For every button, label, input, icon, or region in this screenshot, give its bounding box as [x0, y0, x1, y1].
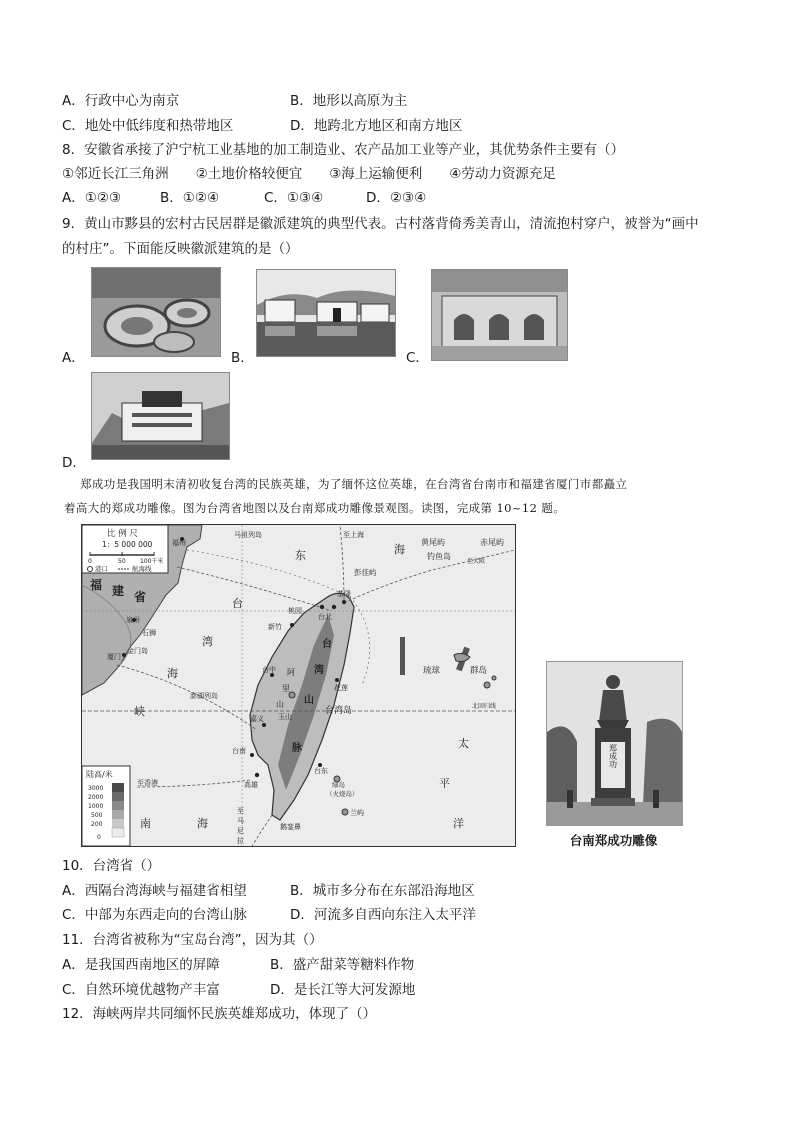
- q8-stem: 8．安徽省承接了沪宁杭工业基地的加工制造业、农产品加工业等产业，其优势条件主要有（）: [62, 142, 625, 158]
- label-yang: 洋: [453, 817, 464, 830]
- q10-stem: 10．台湾省（）: [62, 858, 161, 874]
- passage-line2: 着高大的郑成功雕像。图为台湾省地图以及台南郑成功雕像景观图。读图，完成第 10~12 题。: [64, 501, 566, 515]
- label-mt-4: 脉: [292, 743, 302, 754]
- label-gaoxiong: 高雄: [244, 781, 258, 789]
- label-fuzhou: 福州: [172, 539, 186, 547]
- label-taoyuan: 桃园: [288, 607, 302, 615]
- label-hai: 海: [394, 543, 405, 556]
- q8-option-c: C．①③④: [264, 190, 324, 206]
- label-mt-2: 湾: [314, 665, 324, 676]
- label-to-osaka: 至大阪: [467, 558, 486, 565]
- label-lanyu: 兰屿: [350, 809, 364, 817]
- label-to-manila-1: 至: [237, 807, 244, 815]
- elevation-title: 陆高/米: [86, 770, 113, 779]
- label-tainan: 台南: [232, 747, 246, 755]
- elev-1000: 1000: [88, 803, 104, 810]
- legend-route: 航海线: [132, 565, 152, 573]
- photo-yaodong: [431, 269, 568, 361]
- label-qundao: 群岛: [470, 666, 488, 676]
- label-taizhong: 台中: [262, 666, 276, 674]
- photo-potala: [91, 372, 230, 460]
- q11-option-a: A．是我国西南地区的屏障: [62, 957, 220, 973]
- q11-option-c: C．自然环境优越物产丰富: [62, 982, 220, 998]
- label-ali-3: 山: [276, 700, 284, 709]
- q9-stem-line1: 9．黄山市黟县的宏村古民居群是徽派建筑的典型代表。古村落背倚秀美青山，清流抱村穿户，被誉为“画中: [62, 216, 699, 232]
- label-to-manila-2: 马: [237, 817, 244, 825]
- label-taibei: 台北: [318, 613, 332, 621]
- label-tai: 台: [232, 597, 243, 610]
- label-fujian-3: 省: [134, 590, 147, 604]
- label-diaoyudao: 钓鱼岛: [427, 552, 451, 561]
- label-penghu: 澎湖列岛: [190, 692, 218, 700]
- scale-tick-0: 0: [88, 558, 92, 565]
- passage-line1: 郑成功是我国明末清初收复台湾的民族英雄，为了缅怀这位英雄，在台湾省台南市和福建省厦门市都矗立: [80, 477, 628, 491]
- scale-ratio: 1：5 000 000: [102, 540, 153, 549]
- statue-photo: [546, 661, 683, 826]
- photo-tulou: [91, 267, 221, 357]
- label-wan: 湾: [202, 635, 213, 648]
- label-xinzhu: 新竹: [268, 623, 282, 631]
- q7-option-a: A．行政中心为南京: [62, 93, 180, 109]
- q10-option-d: D．河流多自西向东注入太平洋: [290, 907, 476, 923]
- label-jilong: 基隆: [337, 590, 351, 598]
- label-dong: 东: [295, 549, 306, 562]
- photo-huizhou: [256, 269, 396, 357]
- label-mazu: 马祖列岛: [234, 531, 262, 539]
- q11-option-d: D．是长江等大河发源地: [270, 982, 416, 998]
- statue-caption: 台南郑成功雕像: [569, 833, 658, 848]
- label-to-manila-4: 拉: [237, 837, 244, 845]
- elev-2000: 2000: [88, 794, 104, 801]
- label-nan: 南: [140, 817, 151, 830]
- q11-option-b: B．盛产甜菜等糖料作物: [270, 957, 415, 973]
- q12-stem: 12．海峡两岸共同缅怀民族英雄郑成功，体现了（）: [62, 1006, 377, 1022]
- q9-label-a: A．: [62, 350, 85, 366]
- label-to-manila-3: 尼: [237, 827, 244, 835]
- q10-option-b: B．城市多分布在东部沿海地区: [290, 883, 475, 899]
- label-pengjiayu: 彭佳屿: [354, 568, 377, 577]
- label-to-shanghai: 至上海: [343, 531, 364, 539]
- label-yushan: 玉山: [278, 713, 292, 721]
- q8-option-d: D．②③④: [366, 190, 427, 206]
- q8-items: ①邻近长江三角洲 ②土地价格较便宜 ③海上运输便利 ④劳动力资源充足: [62, 166, 556, 182]
- label-xiamen: 厦门: [107, 653, 121, 661]
- label-haixia-1: 海: [167, 667, 178, 680]
- label-jiayi: 嘉义: [250, 715, 264, 723]
- label-lvdao-2: （火烧岛）: [326, 790, 359, 798]
- label-ali-2: 里: [282, 684, 290, 693]
- q9-label-c: C．: [406, 350, 429, 366]
- label-eluanbi: 鹅銮鼻: [280, 823, 301, 831]
- label-ping: 平: [439, 777, 450, 790]
- label-tai-pacific: 太: [458, 737, 469, 750]
- q9-label-b: B．: [231, 350, 254, 366]
- label-tropic: 北回归线: [472, 703, 497, 710]
- label-fujian-1: 福: [90, 578, 103, 592]
- label-shishi: 石狮: [142, 629, 156, 637]
- elev-3000: 3000: [88, 785, 104, 792]
- q9-stem-line2: 的村庄”。下面能反映徽派建筑的是（）: [62, 241, 299, 257]
- taiwan-map: [81, 524, 516, 847]
- legend-port: 港口: [95, 565, 108, 573]
- label-fujian-2: 建: [112, 584, 125, 598]
- elev-500: 500: [91, 812, 103, 819]
- label-to-xianggang: 至香港: [137, 779, 158, 787]
- label-mt-3: 山: [304, 695, 314, 706]
- label-huangweiyu: 黄尾屿: [421, 538, 445, 547]
- elev-200: 200: [91, 821, 103, 828]
- scale-tick-50: 50: [118, 558, 126, 565]
- statue-plaque: 郑成功: [608, 744, 618, 768]
- q8-option-a: A．①②③: [62, 190, 122, 206]
- q9-label-d: D．: [62, 455, 86, 471]
- label-hualian: 花莲: [334, 684, 348, 692]
- label-chiweiyu: 赤尾屿: [480, 538, 504, 547]
- label-ali-1: 阿: [287, 668, 295, 677]
- label-taidong: 台东: [314, 767, 328, 775]
- scale-tick-100: 100千米: [140, 558, 164, 565]
- label-lvdao: 绿岛: [332, 781, 345, 789]
- q8-option-b: B．①②④: [160, 190, 220, 206]
- label-nanhai: 海: [197, 817, 208, 830]
- q10-option-c: C．中部为东西走向的台湾山脉: [62, 907, 247, 923]
- label-mt-1: 台: [322, 639, 332, 650]
- q7-option-c: C．地处中低纬度和热带地区: [62, 118, 234, 134]
- label-jinmen: 金门岛: [127, 647, 148, 655]
- q10-option-a: A．西隔台湾海峡与福建省相望: [62, 883, 247, 899]
- q7-option-b: B．地形以高原为主: [290, 93, 408, 109]
- elev-0: 0: [97, 834, 101, 841]
- q7-option-d: D．地跨北方地区和南方地区: [290, 118, 463, 134]
- q11-stem: 11．台湾省被称为“宝岛台湾”，因为其（）: [62, 932, 323, 948]
- label-quanzhou: 泉州: [126, 616, 140, 624]
- label-taiwandao: 台湾岛: [325, 706, 353, 716]
- label-haixia-2: 峡: [134, 705, 145, 718]
- label-liuqiu: 琉球: [423, 666, 441, 676]
- scale-title: 比 例 尺: [107, 529, 138, 539]
